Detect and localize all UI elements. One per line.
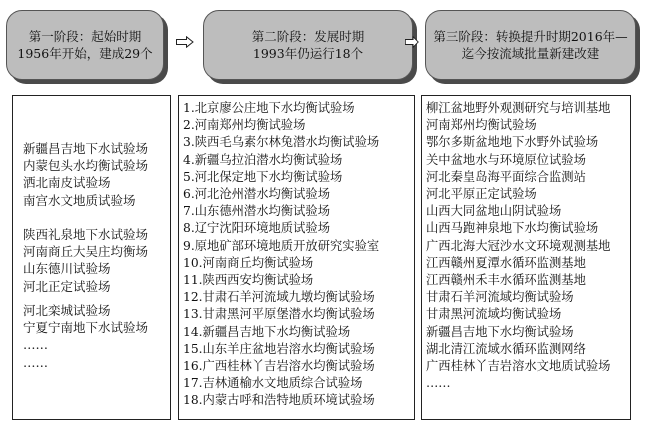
- list-item: 河北平原正定试验场: [426, 187, 537, 202]
- site-group-3: [23, 302, 148, 371]
- stage-3-desc: 迄今按流域批量新建改建: [461, 46, 600, 61]
- list-item: 6.河北沧州潜水均衡试验场: [183, 187, 330, 202]
- stage-2-desc: 1993年仍运行18个: [252, 46, 364, 61]
- list-item: 甘肃石羊河流域均衡试验场: [426, 290, 574, 305]
- list-item: 10.河南商丘均衡试验场: [183, 255, 314, 270]
- list-item: 12.甘肃石羊河流域九墩均衡试验场: [183, 290, 375, 305]
- stage-1-box: [6, 10, 164, 80]
- list-item: 江西赣州禾丰水循环监测基地: [426, 273, 586, 288]
- list-item: 3.陕西毛乌素尔林兔潜水均衡试验场: [183, 135, 380, 150]
- list-item: 陕西礼泉地下水试验场: [23, 227, 149, 242]
- list-item: 14.新疆昌吉地下水均衡试验场: [183, 324, 351, 339]
- stage-2-box: [203, 10, 413, 80]
- list-item: 15.山东羊庄盆地岩溶水均衡试验场: [183, 341, 375, 356]
- site-group-2: [23, 226, 148, 295]
- list-item: 河南商丘大吴庄均衡场: [23, 244, 149, 260]
- site-list: [426, 100, 610, 392]
- list-item: ……: [426, 376, 451, 391]
- list-item: 1.北京廖公庄地下水均衡试验场: [183, 101, 355, 115]
- list-item: 山东德川试验场: [23, 261, 111, 277]
- list-item: 河北栾城试验场: [23, 303, 111, 318]
- list-item: 新疆昌吉地下水试验场: [23, 141, 149, 156]
- list-item: 18.内蒙古呼和浩特地质环境试验场: [183, 393, 375, 408]
- site-group-1: [23, 140, 148, 209]
- list-item: 内蒙包头水均衡试验场: [23, 158, 149, 174]
- list-item: 13.甘肃黑河平原堡潜水均衡试验场: [183, 307, 375, 322]
- list-item: 山西马跑神泉地下水均衡试验场: [426, 221, 599, 236]
- list-item: 河北正定试验场: [23, 278, 111, 294]
- site-list: [183, 100, 379, 410]
- stage-1-desc: 1956年开始，建成29个: [17, 46, 153, 61]
- list-item: 河南郑州均衡试验场: [426, 118, 537, 133]
- list-item: 湖北清江流域水循环监测网络: [426, 341, 586, 356]
- list-item: 17.吉林通榆水文地质综合试验场: [183, 376, 363, 391]
- list-item: 南宫水文地质试验场: [23, 192, 136, 208]
- list-item: 5.河北保定地下水均衡试验场: [183, 169, 343, 184]
- list-item: 江西赣州夏潭水循环监测基地: [426, 255, 586, 270]
- list-item: 广西北海大冠沙水文环境观测基地: [426, 238, 611, 253]
- stage-2-title: 第二阶段：发展时期: [251, 29, 365, 44]
- list-item: 鄂尔多斯盆地地下水野外试验场: [426, 135, 599, 150]
- list-item: 9.原地矿部环境地质开放研究实验室: [183, 238, 380, 253]
- list-item: 2.河南郑州均衡试验场: [183, 118, 306, 133]
- list-item: 山西大同盆地山阴试验场: [426, 204, 562, 219]
- list-item: 洒北南皮试验场: [23, 175, 111, 191]
- list-item: ……: [23, 354, 48, 370]
- stage-1-site-list: [12, 95, 171, 420]
- list-item: 4.新疆乌拉泊潜水均衡试验场: [183, 152, 343, 167]
- stage-2-site-list: [178, 95, 415, 420]
- stage-3-box: [425, 10, 636, 80]
- list-item: ……: [23, 337, 48, 353]
- list-item: 甘肃黑河流域均衡试验场: [426, 307, 562, 322]
- list-item: 柳江盆地野外观测研究与培训基地: [426, 101, 611, 115]
- list-item: 11.陕西西安均衡试验场: [183, 273, 314, 288]
- stage-3-title: 第三阶段：转换提升时期2016年—: [433, 29, 628, 44]
- list-item: 8.辽宁沈阳环境地质试验场: [183, 221, 330, 236]
- list-item: 宁夏宁南地下水试验场: [23, 320, 149, 336]
- list-item: 关中盆地水与环境原位试验场: [426, 152, 586, 167]
- list-item: 河北秦皇岛海平面综合监测站: [426, 169, 586, 184]
- list-item: 新疆昌吉地下水均衡试验场: [426, 324, 574, 339]
- list-item: 16.广西桂林丫吉岩溶水均衡试验场: [183, 359, 375, 374]
- arrow-right-icon: [405, 36, 419, 48]
- arrow-right-icon: [176, 36, 194, 48]
- stage-3-site-list: [421, 95, 631, 420]
- list-item: 7.山东德州潜水均衡试验场: [183, 204, 330, 219]
- stage-1-title: 第一阶段：起始时期: [28, 29, 142, 44]
- list-item: 广西桂林丫吉岩溶水文地质试验场: [426, 359, 611, 374]
